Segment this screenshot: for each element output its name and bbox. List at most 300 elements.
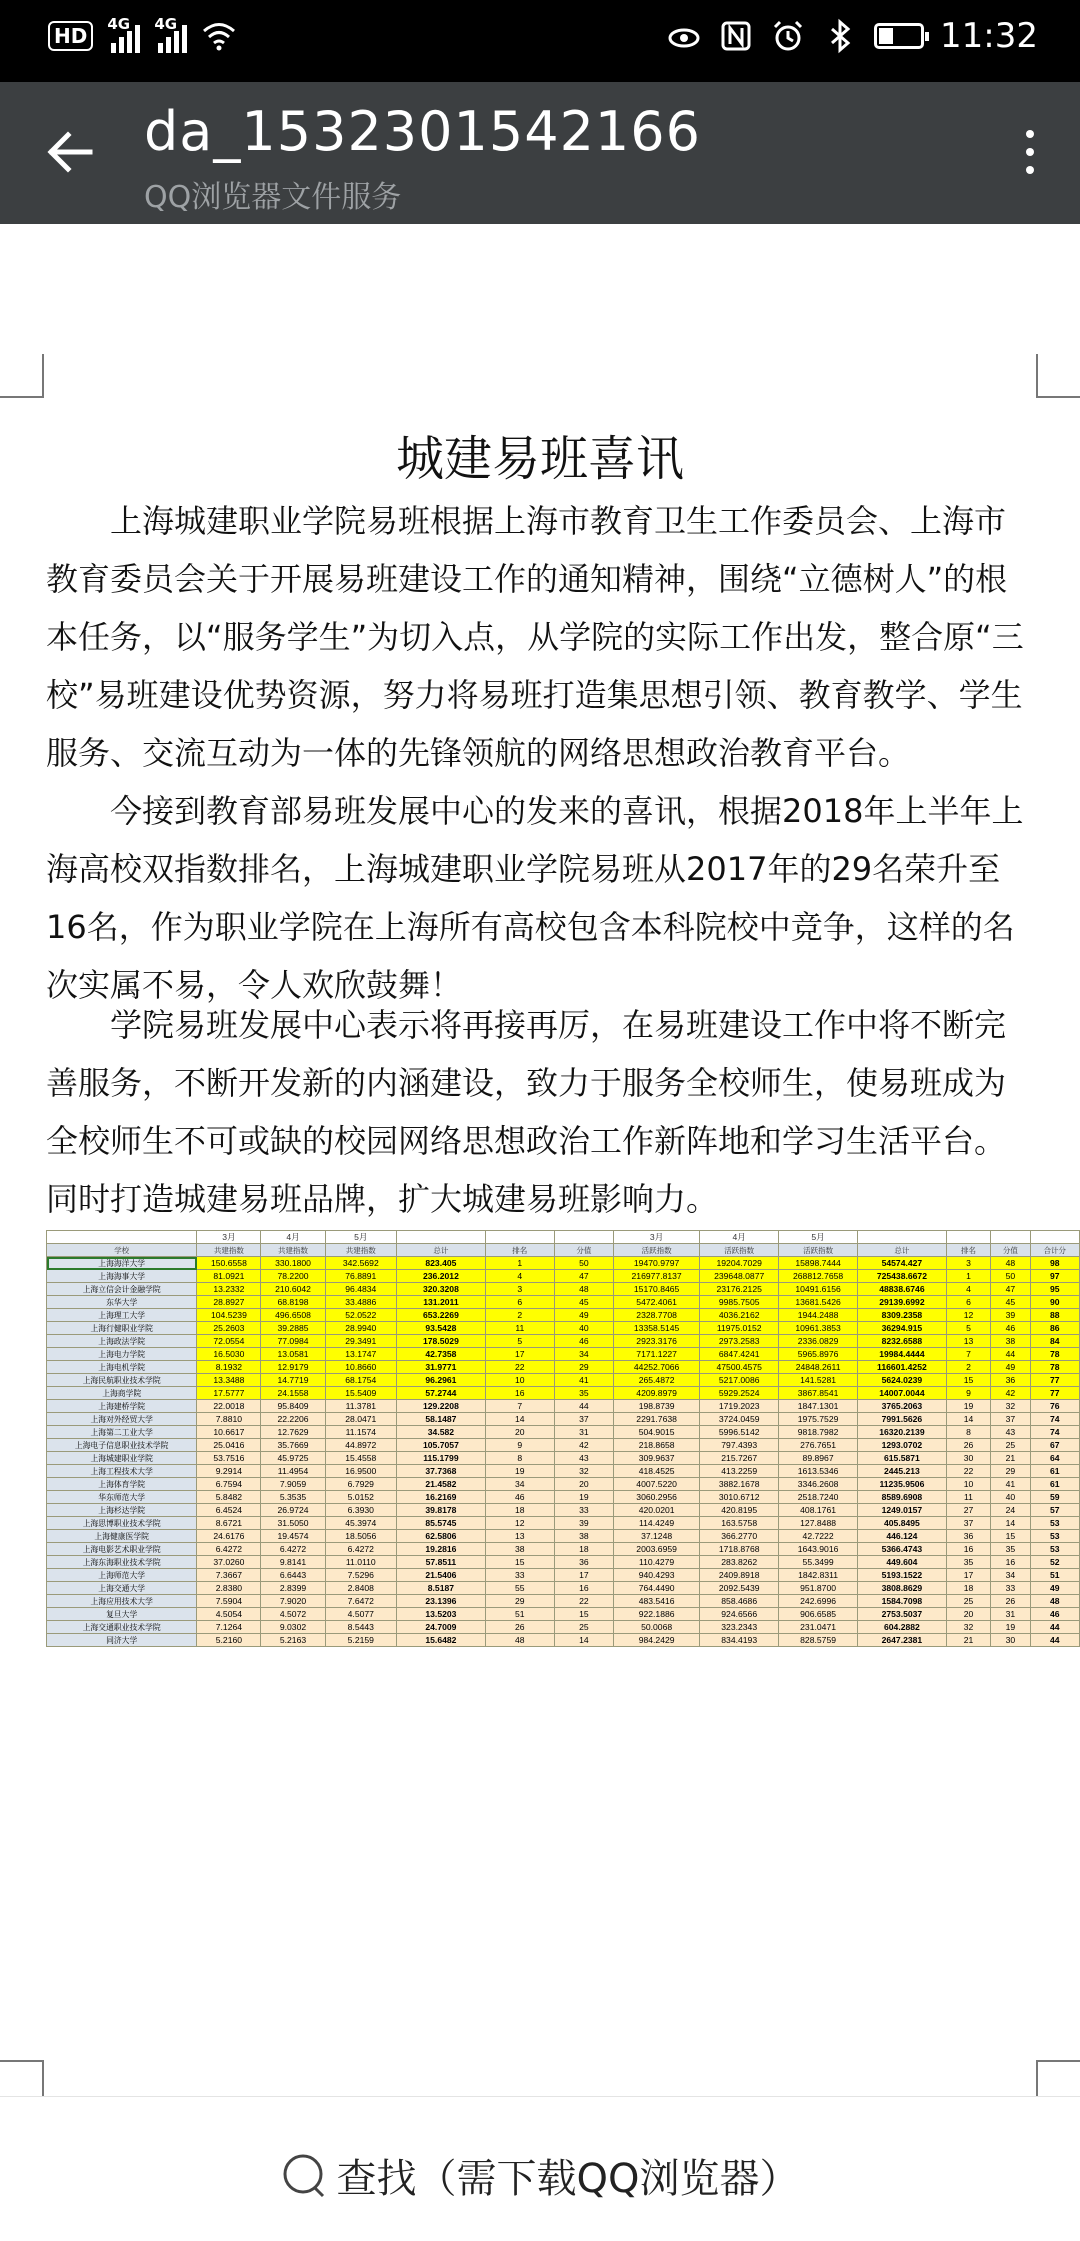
table-cell: 922.1886	[613, 1608, 699, 1621]
table-cell: 2409.8918	[700, 1569, 779, 1582]
table-cell: 48	[554, 1283, 613, 1296]
table-cell: 37.1248	[613, 1530, 699, 1543]
table-cell: 834.4193	[700, 1634, 779, 1647]
table-cell: 10491.6156	[779, 1283, 858, 1296]
table-cell: 13	[485, 1530, 554, 1543]
table-cell: 129.2208	[397, 1400, 486, 1413]
table-cell: 163.5758	[700, 1517, 779, 1530]
table-cell: 77	[1030, 1374, 1079, 1387]
table-cell: 57	[1030, 1504, 1079, 1517]
table-cell: 33	[554, 1504, 613, 1517]
signal-1-icon	[107, 15, 140, 53]
table-cell: 15	[991, 1530, 1030, 1543]
school-name-cell: 上海建桥学院	[47, 1400, 197, 1413]
table-cell: 39.2885	[261, 1322, 325, 1335]
table-cell: 20	[485, 1426, 554, 1439]
table-cell: 29	[554, 1361, 613, 1374]
table-cell: 3010.6712	[700, 1491, 779, 1504]
table-cell: 2518.7240	[779, 1491, 858, 1504]
table-cell: 15.6482	[397, 1634, 486, 1647]
table-cell: 405.8495	[858, 1517, 947, 1530]
status-left	[48, 15, 237, 54]
table-cell: 3867.8541	[779, 1387, 858, 1400]
table-cell: 19	[991, 1621, 1030, 1634]
table-cell: 42	[554, 1439, 613, 1452]
table-cell: 9.2914	[197, 1465, 261, 1478]
table-cell: 15.5409	[325, 1387, 396, 1400]
table-cell: 2328.7708	[613, 1309, 699, 1322]
table-cell: 61	[1030, 1465, 1079, 1478]
month-cell	[397, 1231, 486, 1244]
paragraph-1: 上海城建职业学院易班根据上海市教育卫生工作委员会、上海市教育委员会关于开展易班建设工作的通知精神，围绕“立德树人”的根本任务，以“服务学生”为切入点，从学院的实际工作出发，整合原“三校”易班建设优势资源，努力将易班打造集思想引领、教育教学、学生服务、交流互动为一体的先锋领航的网络思想政治教育平台。	[46, 502, 1024, 772]
table-cell: 2445.213	[858, 1465, 947, 1478]
column-header[interactable]: 活跃指数	[700, 1244, 779, 1257]
table-cell: 29	[485, 1595, 554, 1608]
table-row	[47, 1452, 1080, 1465]
table-cell: 449.604	[858, 1556, 947, 1569]
table-cell: 25	[554, 1621, 613, 1634]
table-row	[47, 1309, 1080, 1322]
table-cell: 8.5187	[397, 1582, 486, 1595]
table-cell: 15	[554, 1608, 613, 1621]
school-name-cell: 上海电影艺术职业学院	[47, 1543, 197, 1556]
table-cell: 4.5072	[261, 1608, 325, 1621]
table-cell: 2291.7638	[613, 1413, 699, 1426]
table-cell: 2647.2381	[858, 1634, 947, 1647]
table-cell: 413.2259	[700, 1465, 779, 1478]
table-cell: 95.8409	[261, 1400, 325, 1413]
table-row	[47, 1478, 1080, 1491]
table-cell: 22	[485, 1361, 554, 1374]
table-cell: 29	[991, 1465, 1030, 1478]
table-cell: 24.1558	[261, 1387, 325, 1400]
table-row	[47, 1595, 1080, 1608]
table-cell: 64	[1030, 1452, 1079, 1465]
table-cell: 15898.7444	[779, 1257, 858, 1270]
school-name-cell: 上海民航职业技术学院	[47, 1374, 197, 1387]
table-cell: 268812.7658	[779, 1270, 858, 1283]
table-cell: 231.0471	[779, 1621, 858, 1634]
table-cell: 150.6558	[197, 1257, 261, 1270]
table-cell: 43	[554, 1452, 613, 1465]
table-body	[47, 1257, 1080, 1647]
table-cell: 265.4872	[613, 1374, 699, 1387]
table-cell: 924.6566	[700, 1608, 779, 1621]
table-cell: 5	[946, 1322, 990, 1335]
school-name-cell: 上海商学院	[47, 1387, 197, 1400]
table-cell: 7.9020	[261, 1595, 325, 1608]
app-bar	[0, 82, 1080, 224]
table-cell: 2.8408	[325, 1582, 396, 1595]
column-header[interactable]: 合计分	[1030, 1244, 1079, 1257]
table-row	[47, 1426, 1080, 1439]
table-cell: 1975.7529	[779, 1413, 858, 1426]
table-cell: 36294.915	[858, 1322, 947, 1335]
table-cell: 16.2169	[397, 1491, 486, 1504]
ranking-table	[46, 1230, 1080, 1647]
table-cell: 10	[946, 1478, 990, 1491]
table-header-row	[47, 1244, 1080, 1257]
table-cell: 42.7222	[779, 1530, 858, 1543]
table-cell: 78	[1030, 1361, 1079, 1374]
table-cell: 3346.2608	[779, 1478, 858, 1491]
table-cell: 20	[554, 1478, 613, 1491]
table-cell: 115.1799	[397, 1452, 486, 1465]
table-cell: 78.2200	[261, 1270, 325, 1283]
network-type-1: 4G	[107, 15, 131, 33]
table-cell: 1249.0157	[858, 1504, 947, 1517]
school-name-cell: 上海理工大学	[47, 1309, 197, 1322]
table-cell: 20	[946, 1608, 990, 1621]
table-cell: 24.7009	[397, 1621, 486, 1634]
table-cell: 37	[946, 1517, 990, 1530]
table-cell: 34	[991, 1569, 1030, 1582]
table-cell: 14.7719	[261, 1374, 325, 1387]
table-row	[47, 1335, 1080, 1348]
table-cell: 58.1487	[397, 1413, 486, 1426]
alarm-icon	[770, 18, 806, 54]
table-row	[47, 1465, 1080, 1478]
table-cell: 11.0110	[325, 1556, 396, 1569]
school-name-cell: 复旦大学	[47, 1608, 197, 1621]
school-name-cell: 上海工程技术大学	[47, 1465, 197, 1478]
crop-mark-top-right	[1036, 354, 1080, 398]
table-cell: 18.5056	[325, 1530, 396, 1543]
column-header[interactable]: 共建指数	[261, 1244, 325, 1257]
column-header[interactable]: 分值	[554, 1244, 613, 1257]
table-cell: 198.8739	[613, 1400, 699, 1413]
month-cell-empty	[858, 1231, 947, 1244]
table-cell: 6.6443	[261, 1569, 325, 1582]
table-cell: 764.4490	[613, 1582, 699, 1595]
table-cell: 1944.2488	[779, 1309, 858, 1322]
table-cell: 72.0554	[197, 1335, 261, 1348]
table-cell: 9985.7505	[700, 1296, 779, 1309]
table-cell: 37.7368	[397, 1465, 486, 1478]
table-cell: 7.1264	[197, 1621, 261, 1634]
table-cell: 19	[946, 1400, 990, 1413]
month-cell	[554, 1231, 613, 1244]
table-cell: 11.1574	[325, 1426, 396, 1439]
table-cell: 309.9637	[613, 1452, 699, 1465]
signal-2-icon	[154, 15, 187, 53]
table-cell: 1	[485, 1257, 554, 1270]
table-cell: 96.2961	[397, 1374, 486, 1387]
table-cell: 21.5406	[397, 1569, 486, 1582]
table-cell: 55.3499	[779, 1556, 858, 1569]
month-cell: 4月	[700, 1231, 779, 1244]
table-cell: 5965.8976	[779, 1348, 858, 1361]
table-cell: 47	[991, 1283, 1030, 1296]
table-cell: 5.8482	[197, 1491, 261, 1504]
table-cell: 604.2882	[858, 1621, 947, 1634]
table-cell: 26	[485, 1621, 554, 1634]
table-cell: 36	[946, 1530, 990, 1543]
table-cell: 90	[1030, 1296, 1079, 1309]
table-row	[47, 1400, 1080, 1413]
table-cell: 19	[554, 1491, 613, 1504]
table-cell: 86	[1030, 1322, 1079, 1335]
table-cell: 8.6721	[197, 1517, 261, 1530]
table-cell: 33	[991, 1582, 1030, 1595]
table-row	[47, 1283, 1080, 1296]
table-cell: 17	[554, 1569, 613, 1582]
table-cell: 242.6996	[779, 1595, 858, 1608]
table-cell: 6	[485, 1296, 554, 1309]
find-button[interactable]	[0, 2147, 1080, 2204]
table-cell: 408.1761	[779, 1504, 858, 1517]
table-cell: 15.4558	[325, 1452, 396, 1465]
table-cell: 2973.2583	[700, 1335, 779, 1348]
table-cell: 11	[946, 1491, 990, 1504]
table-cell: 14	[991, 1517, 1030, 1530]
table-cell: 32	[554, 1465, 613, 1478]
table-cell: 8589.6908	[858, 1491, 947, 1504]
table-cell: 53.7516	[197, 1452, 261, 1465]
school-name-cell: 华东师范大学	[47, 1491, 197, 1504]
table-row	[47, 1608, 1080, 1621]
table-cell: 7171.1227	[613, 1348, 699, 1361]
table-cell: 49	[1030, 1582, 1079, 1595]
table-cell: 1718.8768	[700, 1543, 779, 1556]
table-cell: 15	[485, 1556, 554, 1569]
table-cell: 50.0068	[613, 1621, 699, 1634]
school-name-cell: 东华大学	[47, 1296, 197, 1309]
table-cell: 95	[1030, 1283, 1079, 1296]
table-cell: 4036.2162	[700, 1309, 779, 1322]
table-cell: 14	[554, 1634, 613, 1647]
table-cell: 940.4293	[613, 1569, 699, 1582]
table-cell: 47	[554, 1270, 613, 1283]
table-cell: 13358.5145	[613, 1322, 699, 1335]
table-cell: 239648.0877	[700, 1270, 779, 1283]
table-cell: 418.4525	[613, 1465, 699, 1478]
school-name-cell: 上海电力学院	[47, 1348, 197, 1361]
paragraph-2: 今接到教育部易班发展中心的发来的喜讯，根据2018年上半年上海高校双指数排名，上海城建职业学院易班从2017年的29名荣升至16名，作为职业学院在上海所有高校包含本科院校中竞争，这样的名次实属不易，令人欢欣鼓舞！	[46, 792, 1024, 1004]
table-cell: 52	[1030, 1556, 1079, 1569]
column-header[interactable]: 共建指数	[197, 1244, 261, 1257]
table-cell: 25	[946, 1595, 990, 1608]
table-cell: 32	[946, 1621, 990, 1634]
table-row	[47, 1257, 1080, 1270]
document-title: 城建易班喜讯	[395, 431, 684, 487]
table-cell: 12	[485, 1517, 554, 1530]
table-cell: 3	[946, 1257, 990, 1270]
table-cell: 7.3667	[197, 1569, 261, 1582]
table-cell: 19470.9797	[613, 1257, 699, 1270]
table-cell: 9.8141	[261, 1556, 325, 1569]
month-cell: 5月	[325, 1231, 396, 1244]
table-cell: 85.5745	[397, 1517, 486, 1530]
table-cell: 2923.3176	[613, 1335, 699, 1348]
table-cell: 44252.7066	[613, 1361, 699, 1374]
column-header[interactable]: 共建指数	[325, 1244, 396, 1257]
table-cell: 36	[991, 1374, 1030, 1387]
table-cell: 276.7651	[779, 1439, 858, 1452]
table-cell: 17.5777	[197, 1387, 261, 1400]
table-cell: 7.8810	[197, 1413, 261, 1426]
table-row	[47, 1634, 1080, 1647]
table-cell: 5217.0086	[700, 1374, 779, 1387]
table-cell: 8	[485, 1452, 554, 1465]
school-name-cell: 上海行健职业学院	[47, 1322, 197, 1335]
ranking-table-image	[46, 1230, 1080, 1730]
table-cell: 14007.0044	[858, 1387, 947, 1400]
table-cell: 7.9059	[261, 1478, 325, 1491]
table-cell: 2.8399	[261, 1582, 325, 1595]
column-header[interactable]: 学校	[47, 1244, 197, 1257]
table-cell: 36	[554, 1556, 613, 1569]
table-cell: 17	[485, 1348, 554, 1361]
table-cell: 19204.7029	[700, 1257, 779, 1270]
table-cell: 104.5239	[197, 1309, 261, 1322]
table-cell: 39	[991, 1309, 1030, 1322]
table-cell: 39	[554, 1517, 613, 1530]
table-cell: 5624.0239	[858, 1374, 947, 1387]
table-row	[47, 1517, 1080, 1530]
table-cell: 5	[485, 1335, 554, 1348]
table-cell: 4209.8979	[613, 1387, 699, 1400]
document-viewer[interactable]	[0, 224, 1080, 2096]
table-row	[47, 1322, 1080, 1335]
table-cell: 28.0471	[325, 1413, 396, 1426]
table-cell: 5.2160	[197, 1634, 261, 1647]
table-cell: 4.5054	[197, 1608, 261, 1621]
column-header[interactable]: 活跃指数	[613, 1244, 699, 1257]
table-cell: 16.9500	[325, 1465, 396, 1478]
table-cell: 84	[1030, 1335, 1079, 1348]
month-cell: 3月	[197, 1231, 261, 1244]
month-cell-empty	[1030, 1231, 1079, 1244]
table-row	[47, 1621, 1080, 1634]
table-cell: 210.6042	[261, 1283, 325, 1296]
table-cell: 3882.1678	[700, 1478, 779, 1491]
table-cell: 44	[1030, 1621, 1079, 1634]
table-cell: 13.5203	[397, 1608, 486, 1621]
table-cell: 236.2012	[397, 1270, 486, 1283]
school-name-cell: 上海师范大学	[47, 1569, 197, 1582]
table-cell: 6.3930	[325, 1504, 396, 1517]
find-label: 查找（需下载QQ浏览器）	[336, 2156, 800, 2202]
table-cell: 3060.2956	[613, 1491, 699, 1504]
table-row	[47, 1296, 1080, 1309]
clock: 11:32	[940, 16, 1038, 56]
table-cell: 28.9940	[325, 1322, 396, 1335]
table-cell: 2003.6959	[613, 1543, 699, 1556]
bluetooth-icon	[822, 18, 858, 54]
table-cell: 74	[1030, 1413, 1079, 1426]
table-cell: 18	[946, 1582, 990, 1595]
table-cell: 1719.2023	[700, 1400, 779, 1413]
table-cell: 48838.6746	[858, 1283, 947, 1296]
table-cell: 2336.0829	[779, 1335, 858, 1348]
table-cell: 24	[991, 1504, 1030, 1517]
table-cell: 496.6508	[261, 1309, 325, 1322]
school-name-cell: 上海应用技术大学	[47, 1595, 197, 1608]
table-cell: 6.4272	[325, 1543, 396, 1556]
table-cell: 725438.6672	[858, 1270, 947, 1283]
table-cell: 61	[1030, 1478, 1079, 1491]
table-cell: 50	[991, 1270, 1030, 1283]
table-cell: 51	[485, 1608, 554, 1621]
table-cell: 420.8195	[700, 1504, 779, 1517]
table-cell: 13.3488	[197, 1374, 261, 1387]
table-cell: 48	[1030, 1595, 1079, 1608]
table-row	[47, 1348, 1080, 1361]
table-cell: 16	[554, 1582, 613, 1595]
table-cell: 7	[946, 1348, 990, 1361]
table-cell: 6.4272	[197, 1543, 261, 1556]
table-cell: 116601.4252	[858, 1361, 947, 1374]
table-cell: 37.0260	[197, 1556, 261, 1569]
table-cell: 25.0416	[197, 1439, 261, 1452]
table-cell: 828.5759	[779, 1634, 858, 1647]
table-cell: 13.1747	[325, 1348, 396, 1361]
table-cell: 16320.2139	[858, 1426, 947, 1439]
table-cell: 46	[991, 1322, 1030, 1335]
column-header[interactable]: 排名	[485, 1244, 554, 1257]
table-cell: 2753.5037	[858, 1608, 947, 1621]
table-cell: 28.8927	[197, 1296, 261, 1309]
table-cell: 906.6585	[779, 1608, 858, 1621]
column-header[interactable]: 排名	[946, 1244, 990, 1257]
table-cell: 26.9724	[261, 1504, 325, 1517]
table-cell: 23176.2125	[700, 1283, 779, 1296]
table-cell: 8.1932	[197, 1361, 261, 1374]
table-cell: 50	[554, 1257, 613, 1270]
school-name-cell: 上海电子信息职业技术学院	[47, 1439, 197, 1452]
table-cell: 6.4272	[261, 1543, 325, 1556]
more-options-icon[interactable]	[1020, 124, 1040, 184]
column-header[interactable]: 分值	[991, 1244, 1030, 1257]
battery-icon	[874, 23, 924, 49]
table-cell: 4007.5220	[613, 1478, 699, 1491]
table-cell: 823.405	[397, 1257, 486, 1270]
column-header[interactable]: 活跃指数	[779, 1244, 858, 1257]
table-row	[47, 1491, 1080, 1504]
school-name-cell: 上海思博职业技术学院	[47, 1517, 197, 1530]
table-cell: 22	[946, 1465, 990, 1478]
eye-comfort-icon	[666, 18, 702, 54]
back-arrow-icon[interactable]	[40, 122, 100, 182]
table-cell: 34	[485, 1478, 554, 1491]
table-cell: 283.8262	[700, 1556, 779, 1569]
table-row	[47, 1569, 1080, 1582]
table-cell: 1293.0702	[858, 1439, 947, 1452]
table-cell: 48	[485, 1634, 554, 1647]
table-cell: 6.7594	[197, 1478, 261, 1491]
table-cell: 35	[946, 1556, 990, 1569]
table-cell: 37	[554, 1413, 613, 1426]
column-header[interactable]: 总计	[858, 1244, 947, 1257]
table-cell: 320.3208	[397, 1283, 486, 1296]
table-cell: 10.8660	[325, 1361, 396, 1374]
school-name-cell: 上海交通大学	[47, 1582, 197, 1595]
table-cell: 42.7358	[397, 1348, 486, 1361]
table-cell: 45	[991, 1296, 1030, 1309]
table-cell: 38	[554, 1530, 613, 1543]
column-header[interactable]: 总计	[397, 1244, 486, 1257]
table-cell: 32	[991, 1400, 1030, 1413]
network-type-2: 4G	[154, 15, 178, 33]
table-cell: 653.2269	[397, 1309, 486, 1322]
table-cell: 68.8198	[261, 1296, 325, 1309]
table-cell: 1584.7098	[858, 1595, 947, 1608]
table-row	[47, 1270, 1080, 1283]
table-cell: 33.4886	[325, 1296, 396, 1309]
table-cell: 98	[1030, 1257, 1079, 1270]
table-cell: 5929.2524	[700, 1387, 779, 1400]
